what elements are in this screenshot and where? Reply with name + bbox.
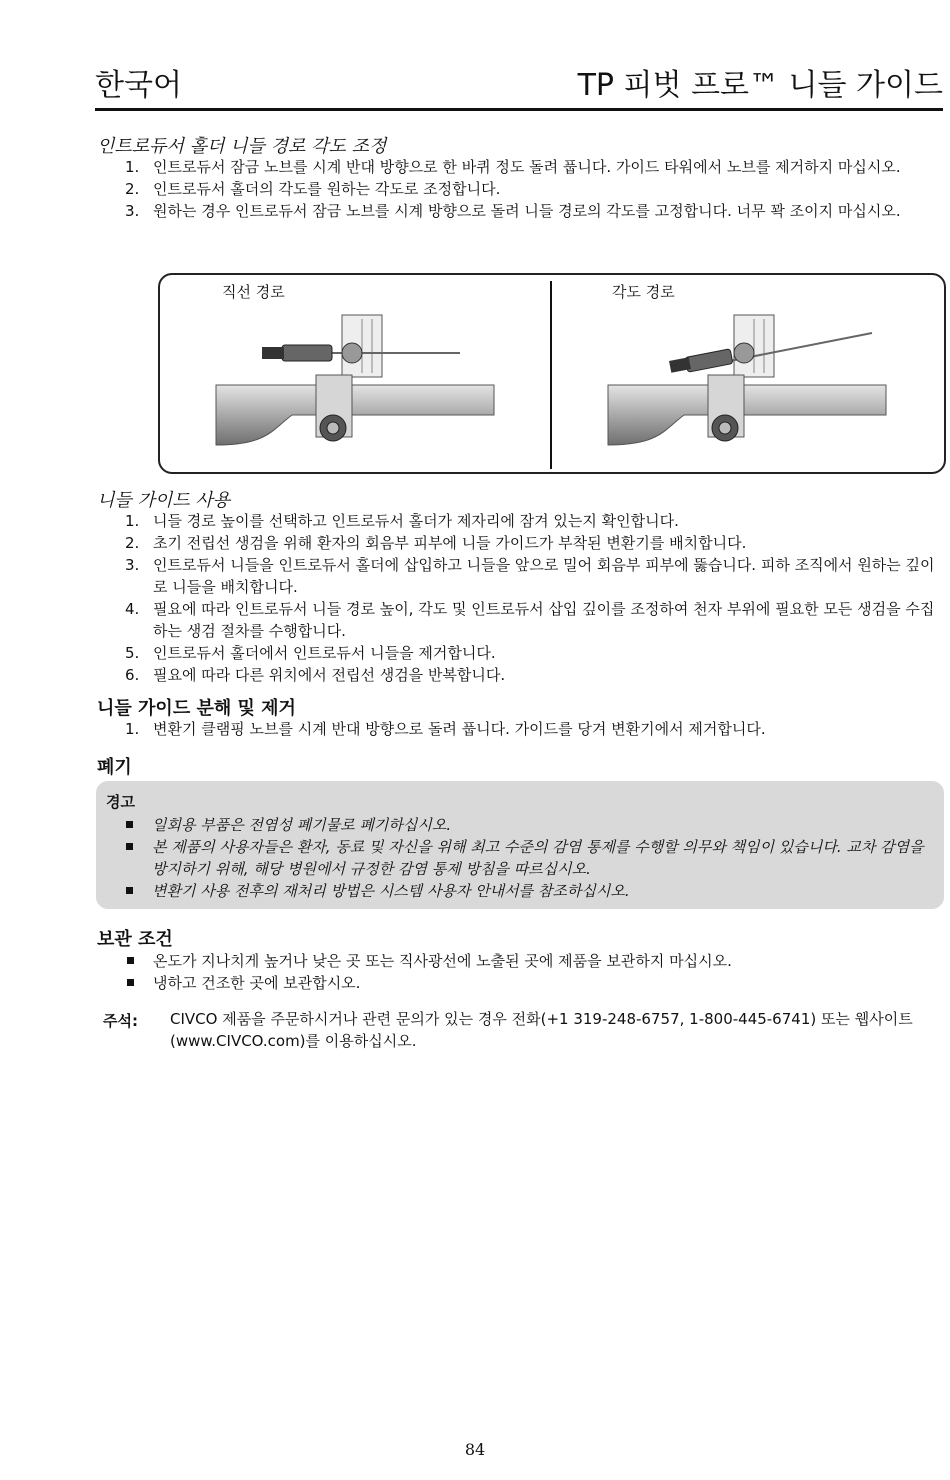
header-language: 한국어	[95, 68, 182, 103]
section-title-disposal: 폐기	[97, 757, 132, 778]
angled-path-illustration	[604, 305, 894, 465]
list-item: 냉하고 건조한 곳에 보관합시오.	[97, 972, 940, 994]
straight-path-illustration	[212, 305, 502, 465]
section-title-disassembly: 니들 가이드 분해 및 제거	[97, 698, 296, 719]
list-item: 온도가 지나치게 높거나 낮은 곳 또는 직사광선에 노출된 곳에 제품을 보관하지 마십시오.	[97, 950, 940, 972]
list-item: 5. 인트로듀서 홀더에서 인트로듀서 니들을 제거합니다.	[125, 644, 496, 662]
list-item: 6. 필요에 따라 다른 위치에서 전립선 생검을 반복합니다.	[125, 666, 506, 684]
warning-list	[96, 814, 931, 902]
bullet-icon	[126, 821, 133, 828]
section-title-angle-adjust: 인트로듀서 홀더 니들 경로 각도 조정	[97, 136, 387, 157]
list-item: 일회용 부품은 전염성 폐기물로 폐기하십시오.	[96, 814, 931, 836]
note-text: CIVCO 제품을 주문하시거나 관련 문의가 있는 경우 전화(+1 319-248-6757, 1-800-445-6741) 또는 웹사이트(www.CIVCO.com)를 이용하십시오.	[170, 1010, 913, 1050]
list-item: 3. 원하는 경우 인트로듀서 잠금 노브를 시계 방향으로 돌려 니들 경로의 각도를 고정합니다. 너무 꽉 조이지 마십시오.	[125, 202, 901, 220]
list-item: 1. 인트로듀서 잠금 노브를 시계 반대 방향으로 한 바퀴 정도 돌려 풉니다. 가이드 타워에서 노브를 제거하지 마십시오.	[125, 158, 901, 176]
caption-straight-path: 직선 경로	[222, 283, 285, 301]
list-item: 3. 인트로듀서 니들을 인트로듀서 홀더에 삽입하고 니들을 앞으로 밀어 회음부 피부에 뚫습니다. 피하 조직에서 원하는 깊이로 니들을 배치합니다.	[125, 556, 935, 596]
bullet-icon	[127, 957, 134, 964]
bullet-icon	[126, 843, 133, 850]
list-item: 본 제품의 사용자들은 환자, 동료 및 자신을 위해 최고 수준의 감염 통제를 수행할 의무와 책임이 있습니다. 교차 감염을 방지하기 위해, 해당 병원에서 규정한 감염 통제 방침을 따르십시오.	[96, 836, 931, 880]
page-header	[95, 58, 943, 111]
angle-adjust-steps	[97, 156, 940, 222]
header-title: TP 피벗 프로™ 니들 가이드	[577, 68, 943, 103]
caption-angled-path: 각도 경로	[612, 283, 675, 301]
list-item: 4. 필요에 따라 인트로듀서 니들 경로 높이, 각도 및 인트로듀서 삽입 깊이를 조정하여 천자 부위에 필요한 모든 생검을 수집하는 생검 절차를 수행합니다.	[125, 600, 935, 640]
list-item: 변환기 사용 전후의 재처리 방법은 시스템 사용자 안내서를 참조하십시오.	[96, 880, 931, 902]
page-number: 84	[464, 1440, 486, 1459]
section-title-needle-guide-use: 니들 가이드 사용	[97, 490, 231, 511]
bullet-icon	[126, 887, 133, 894]
disassembly-steps	[97, 718, 940, 740]
figure-divider	[550, 281, 552, 469]
storage-list	[97, 950, 940, 994]
warning-box	[96, 781, 944, 909]
list-item: 2. 초기 전립선 생검을 위해 환자의 회음부 피부에 니들 가이드가 부착된 변환기를 배치합니다.	[125, 534, 747, 552]
note-label: 주석:	[103, 1012, 138, 1030]
bullet-icon	[127, 979, 134, 986]
needle-path-figure	[158, 273, 946, 474]
list-item: 2. 인트로듀서 홀더의 각도를 원하는 각도로 조정합니다.	[125, 180, 501, 198]
list-item: 1. 변환기 클램핑 노브를 시계 반대 방향으로 돌려 풉니다. 가이드를 당겨 변환기에서 제거합니다.	[125, 720, 766, 738]
list-item: 1. 니들 경로 높이를 선택하고 인트로듀서 홀더가 제자리에 잠겨 있는지 확인합니다.	[125, 512, 679, 530]
section-title-storage: 보관 조건	[97, 929, 173, 950]
needle-guide-use-steps	[97, 510, 940, 686]
warning-title: 경고	[106, 793, 135, 811]
